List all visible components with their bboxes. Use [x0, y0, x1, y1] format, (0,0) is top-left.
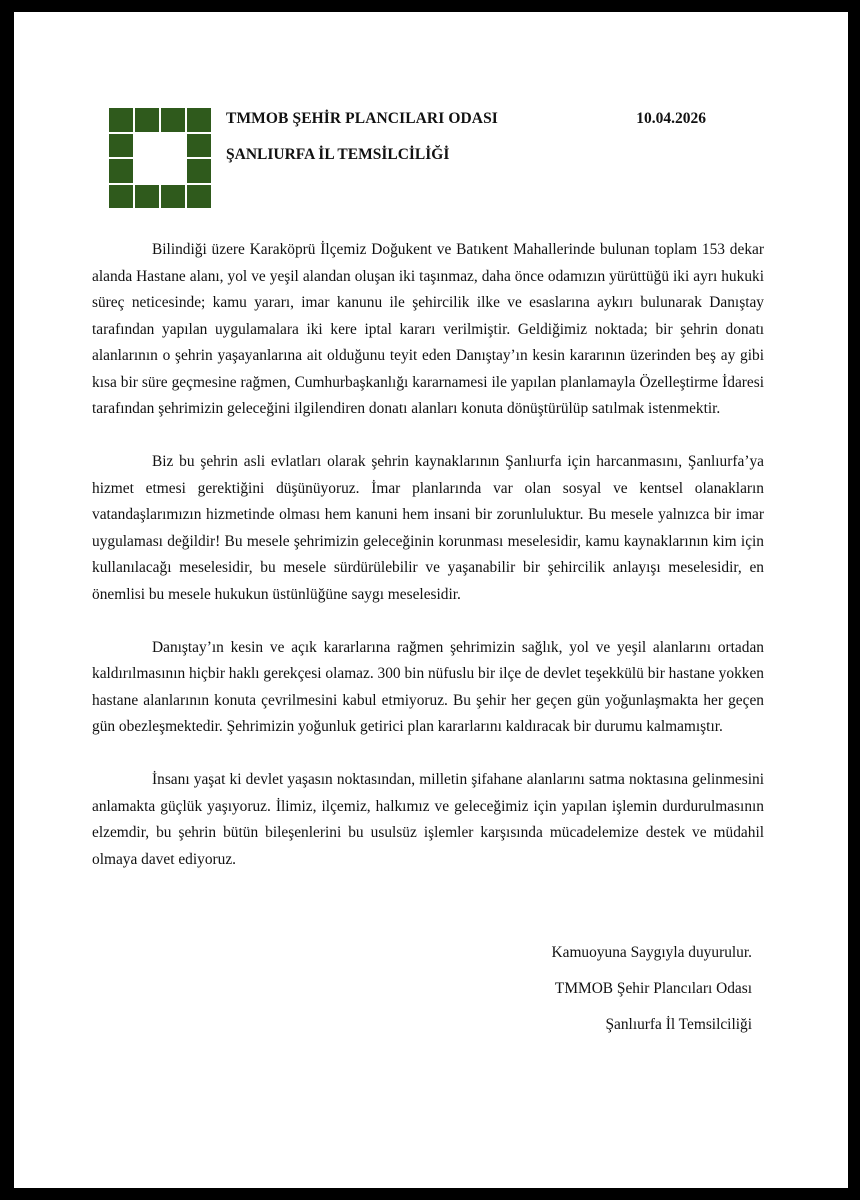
paragraph: Danıştay’ın kesin ve açık kararlarına rağmen şehrimizin sağlık, yol ve yeşil alanlarını ortadan kaldırılmasının hiçbir haklı gerekçesi olamaz. 300 bin nüfuslu bir ilçe de devlet teşekkülü bir hastane yokken hastane alanlarının konuta çevrilmesini kabul etmiyoruz. Bu şehir her geçen gün yoğunlaşmakta her geçen gün obezleşmektedir. Şehrimizin yoğunluk getirici plan kararlarını kaldıracak bir durumu kalmamıştır. [92, 638, 764, 735]
signature-branch: Şanlıurfa İl Temsilciliği [605, 1016, 752, 1033]
paragraph: Bilindiği üzere Karaköprü İlçemiz Doğukent ve Batıkent Mahallerinde bulunan toplam 153 dekar alanda Hastane alanı, yol ve yeşil alandan oluşan iki taşınmaz, daha önce odamızın yürüttüğü iki ayrı hukuki süreç neticesinde; kamu yararı, imar kanunu ile şehircilik ilke ve esaslarına aykırı bulunarak Danıştay tarafından yapılan uygulamalara iki kere iptal kararı verilmiştir. Geldiğimiz noktada; bir şehrin donatı alanlarının o şehrin yaşayanlarına ait olduğunu teyit eden Danıştay’ın kesin kararının üzerinden beş ay gibi kısa bir süre geçmesine rağmen, Cumhurbaşkanlığı kararnamesi ile yapılan planlamayla Özelleştirme İdaresi tarafından şehrimizin geleceğini ilgilendiren donatı alanları konuta dönüştürülüp satılmak istenmektir. [92, 241, 764, 417]
paragraph: İnsanı yaşat ki devlet yaşasın noktasından, milletin şifahane alanlarını satma noktasına gelinmesini anlamakta güçlük yaşıyoruz. İlimiz, ilçemiz, halkımız ve geleceğimiz için yapılan işlemin durdurulmasının elzemdir, bu şehrin bütün bileşenlerini bu usulsüz işlemler karşısında mücadelemize destek ve müdahil olmaya davet ediyoruz. [92, 771, 764, 868]
paragraph: Biz bu şehrin asli evlatları olarak şehrin kaynaklarının Şanlıurfa için harcanmasını, Şanlıurfa’ya hizmet etmesi gerektiğini düşünüyoruz. İmar planlarında var olan sosyal ve kentsel olanakların vatandaşlarımızın hizmetinde olması hem kanuni hem insani bir zorunluluktur. Bu mesele yalnızca bir imar uygulaması değildir! Bu mesele şehrimizin geleceğinin korunması meselesidir, kamu kaynaklarının kim için kullanılacağı meselesidir, bu mesele sürdürülebilir ve yaşanabilir bir şehircilik anlayışı meselesidir, en önemlisi bu mesele hukukun üstünlüğüne saygı meselesidir. [92, 453, 764, 603]
document-body [92, 237, 764, 900]
signature-block [552, 940, 752, 1048]
organization-title: TMMOB ŞEHİR PLANCILARI ODASI [226, 110, 498, 127]
signature-organization: TMMOB Şehir Plancıları Odası [554, 980, 752, 997]
document-date: 10.04.2026 [636, 110, 706, 127]
branch-title: ŞANLIURFA İL TEMSİLCİLİĞİ [226, 146, 450, 163]
chamber-logo [109, 108, 211, 208]
document-page [14, 12, 848, 1188]
closing-statement: Kamuoyuna Saygıyla duyurulur. [551, 944, 752, 961]
